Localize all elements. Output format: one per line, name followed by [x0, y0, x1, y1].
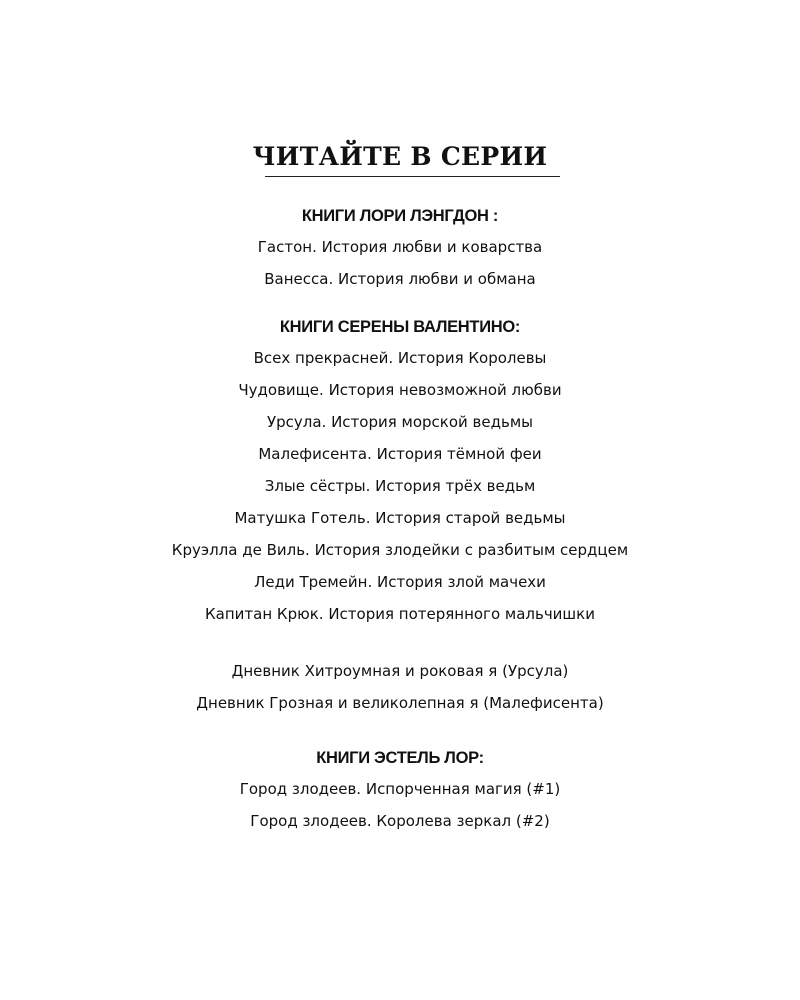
- book-title: Капитан Крюк. История потерянного мальчишки: [205, 605, 595, 623]
- book-title: Круэлла де Виль. История злодейки с разбитым сердцем: [171, 541, 629, 559]
- book-title: Город злодеев. Испорченная магия (#1): [239, 780, 561, 798]
- section-heading-langdon: КНИГИ ЛОРИ ЛЭНГДОН :: [301, 207, 499, 225]
- section-heading-valentino: КНИГИ СЕРЕНЫ ВАЛЕНТИНО:: [279, 318, 521, 336]
- diary-title: Дневник Хитроумная и роковая я (Урсула): [231, 662, 569, 680]
- book-title: Ванесса. История любви и обмана: [264, 270, 536, 288]
- book-title: Чудовище. История невозможной любви: [238, 381, 562, 399]
- title-underline: [265, 176, 560, 177]
- diary-title: Дневник Грозная и великолепная я (Малефисента): [196, 694, 604, 712]
- book-title: Малефисента. История тёмной феи: [258, 445, 542, 463]
- page-title: ЧИТАЙТЕ В СЕРИИ: [252, 142, 548, 171]
- book-title: Урсула. История морской ведьмы: [266, 413, 533, 431]
- book-title: Город злодеев. Королева зеркал (#2): [250, 812, 550, 830]
- book-title: Гастон. История любви и коварства: [257, 238, 543, 256]
- book-title: Матушка Готель. История старой ведьмы: [234, 509, 566, 527]
- book-title: Всех прекрасней. История Королевы: [253, 349, 547, 367]
- book-title: Злые сёстры. История трёх ведьм: [264, 477, 536, 495]
- section-heading-lor: КНИГИ ЭСТЕЛЬ ЛОР:: [316, 749, 484, 767]
- book-title: Леди Тремейн. История злой мачехи: [254, 573, 546, 591]
